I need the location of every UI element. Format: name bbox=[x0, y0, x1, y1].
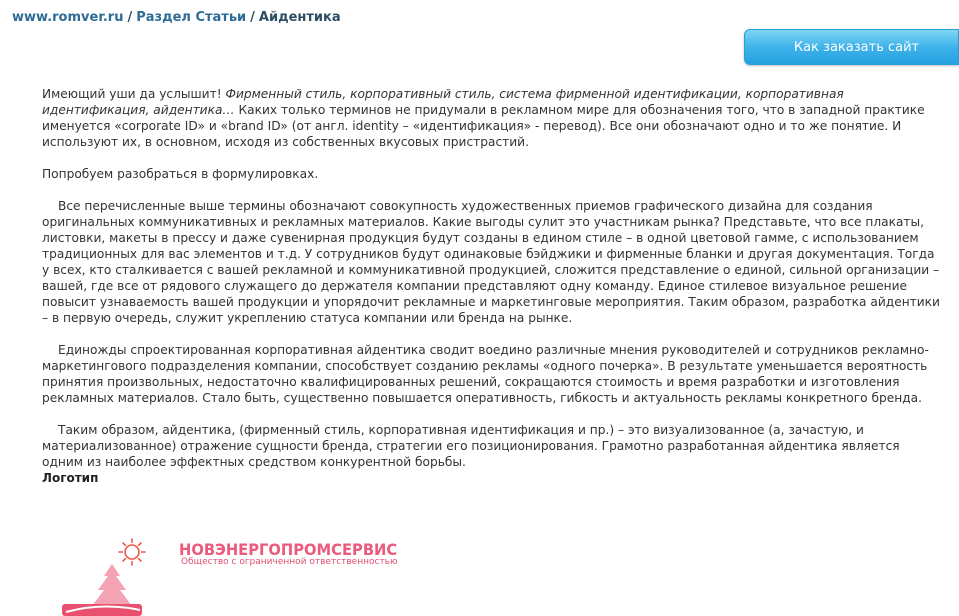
intro-lead: Имеющий уши да услышит! bbox=[42, 87, 226, 101]
logo-emblem-icon bbox=[62, 536, 162, 616]
company-subtitle: Общество с ограниченной ответственностью bbox=[181, 557, 398, 567]
article-paragraph-2: Попробуем разобраться в формулировках. bbox=[42, 167, 319, 181]
company-logo bbox=[62, 536, 422, 616]
article-paragraph-intro bbox=[42, 86, 942, 150]
breadcrumb-separator: / bbox=[250, 10, 255, 25]
tree-icon bbox=[62, 564, 142, 616]
sun-icon bbox=[119, 539, 145, 565]
order-site-button[interactable]: Как заказать сайт bbox=[744, 29, 959, 65]
breadcrumb-section-link[interactable]: Раздел Статьи bbox=[136, 10, 247, 25]
company-name: НОВЭНЕРГОПРОМСЕРВИС bbox=[179, 540, 398, 559]
article-paragraph-5: Таким образом, айдентика, (фирменный стиль, корпоративная идентификация и пр.) – это визуализованное (а, зачастую, и материализованное) отражение сущности бренда, стратегии его позиционирования. Грамотно разработанная айдентика является одним из наиболее эффектных средством конкурентной борьбы. bbox=[42, 423, 900, 469]
breadcrumb-current: Айдентика bbox=[258, 10, 341, 25]
breadcrumb bbox=[12, 10, 341, 25]
section-title-logo: Логотип bbox=[42, 471, 99, 485]
article-body bbox=[42, 86, 942, 486]
breadcrumb-site-link[interactable]: www.romver.ru bbox=[12, 10, 124, 25]
breadcrumb-separator: / bbox=[127, 10, 133, 25]
intro-terms: Фирменный стиль, корпоративный стиль, система фирменной идентификации, корпоративная идентификация, айдентика… bbox=[42, 87, 844, 117]
article-paragraph-3: Все перечисленные выше термины обозначают совокупность художественных приемов графического дизайна для создания оригинальных коммуникативных и рекламных материалов. Какие выгоды сулит это участникам рынка? Представьте, что все плакаты, листовки, макеты в прессу и даже сувенирная продукция будут созданы в едином стиле – в одной цветовой гамме, с использованием традиционных для вас элементов и т.д. У сотрудников будут одинаковые бэйджики и фирменные бланки и другая документация. Тогда у всех, кто сталкивается с вашей рекламной и коммуникативной продукцией, сложится представление о единой, сильной организации – вашей, где все от рядового служащего до держателя компании представляют одну команду. Единое стилевое визуальное решение повысит узнаваемость вашей продукции и упорядочит рекламные и маркетинговые мероприятия. Таким образом, разработка айдентики – в первую очередь, служит укреплению статуса компании или бренда на рынке. bbox=[42, 199, 940, 325]
article-paragraph-4: Единожды спроектированная корпоративная айдентика сводит воедино различные мнения руководителей и сотрудников рекламно-маркетингового подразделения компании, способствует созданию рекламы «одного почерка». В результате уменьшается вероятность принятия произвольных, недостаточно квалифицированных решений, сокращаются стоимость и время разработки и изготовления рекламных материалов. Стало быть, существенно повышается оперативность, гибкость и актуальность рекламы конкретного бренда. bbox=[42, 343, 929, 405]
intro-rest: Каких только терминов не придумали в рекламном мире для обозначения того, что в западной практике именуется «corporate ID» и «brand ID» (от англ. identity – «идентификация» - перевод). Все они обозначают одно и то же понятие. И используют их, в основном, исходя из собственных вкусовых пристрастий. bbox=[42, 103, 925, 149]
